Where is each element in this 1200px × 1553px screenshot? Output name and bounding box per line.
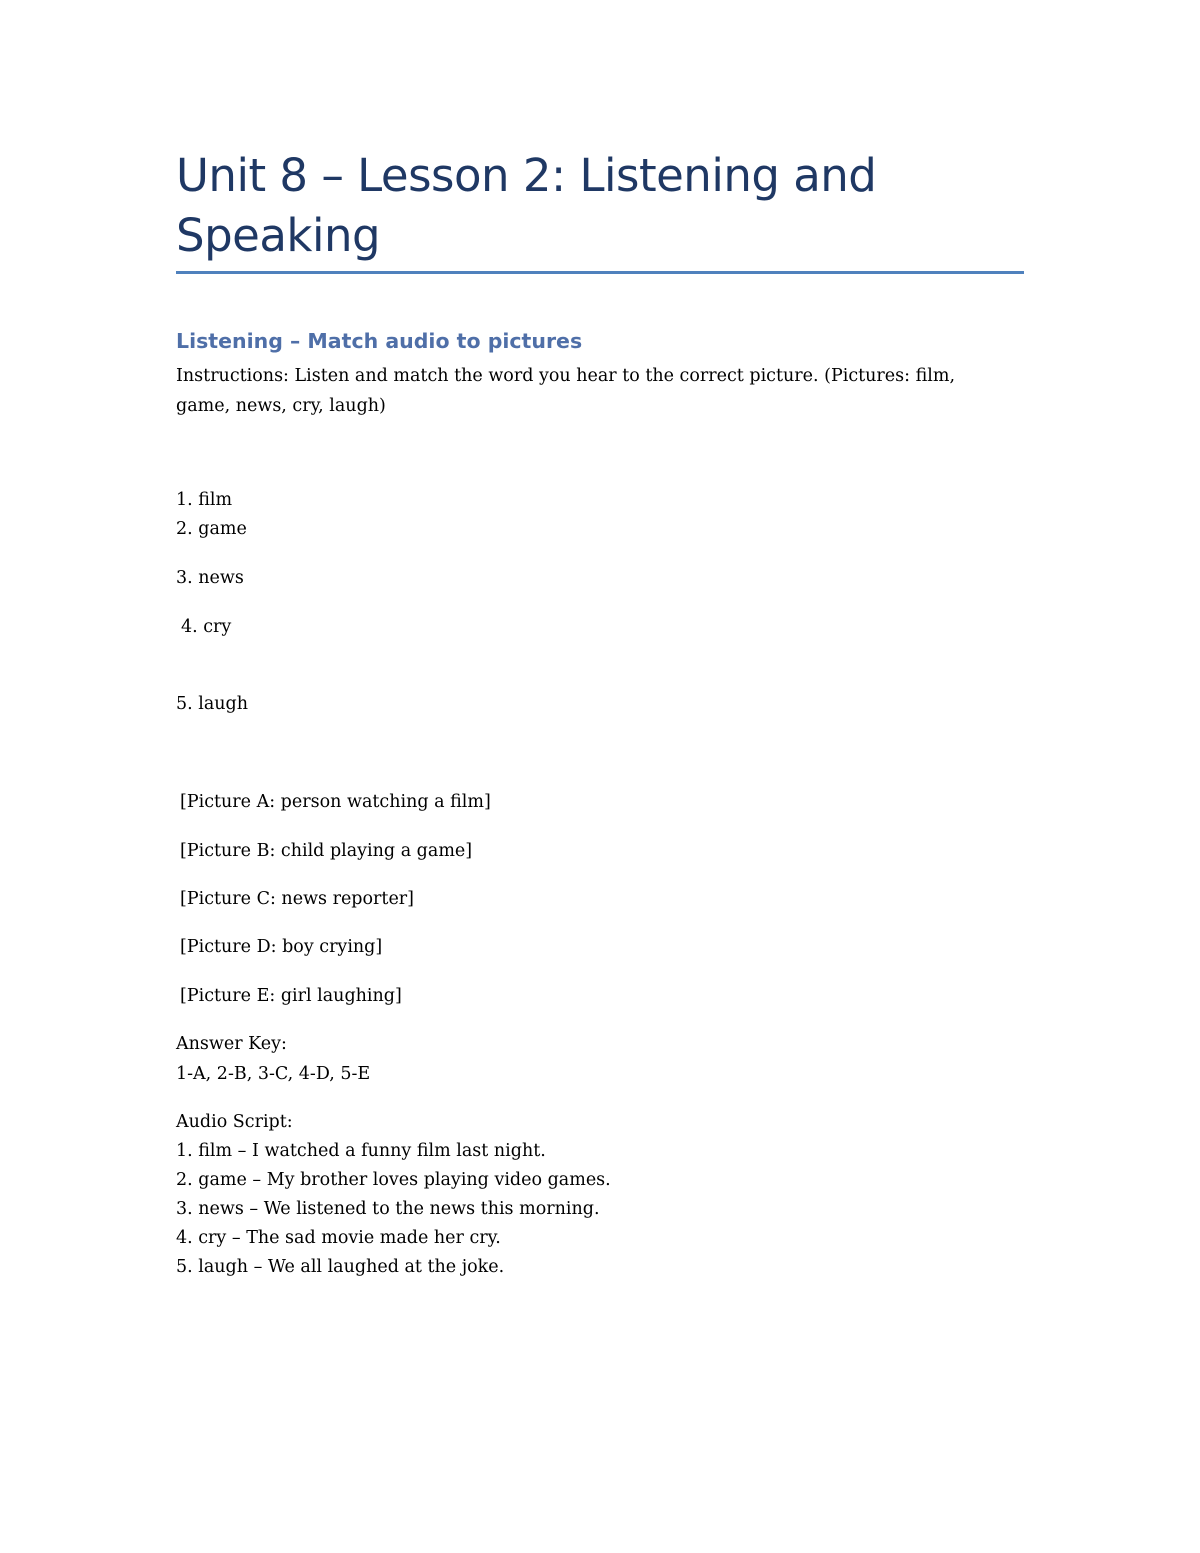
page-title: Unit 8 – Lesson 2: Listening and Speaking <box>176 149 877 262</box>
audio-script-line: 2. game – My brother loves playing video games. <box>176 1170 611 1190</box>
title-underline <box>176 271 1024 274</box>
audio-script-label: Audio Script: <box>176 1112 293 1132</box>
word-item-game: 2. game <box>176 519 247 539</box>
audio-script-line: 4. cry – The sad movie made her cry. <box>176 1228 501 1248</box>
picture-c-label: [Picture C: news reporter] <box>180 889 414 909</box>
instructions-text: Instructions: Listen and match the word you hear to the correct picture. (Pictures: film, game, news, cry, laugh) <box>176 366 956 416</box>
audio-script-line: 1. film – I watched a funny film last night. <box>176 1141 546 1161</box>
audio-script-line: 5. laugh – We all laughed at the joke. <box>176 1257 505 1277</box>
word-item-news: 3. news <box>176 568 244 588</box>
picture-b-label: [Picture B: child playing a game] <box>180 841 473 861</box>
answer-key-label: Answer Key: <box>176 1034 287 1054</box>
picture-a-label: [Picture A: person watching a film] <box>180 792 491 812</box>
audio-script-line: 3. news – We listened to the news this morning. <box>176 1199 600 1219</box>
answer-key-value: 1-A, 2-B, 3-C, 4-D, 5-E <box>176 1064 371 1084</box>
word-item-laugh: 5. laugh <box>176 694 249 714</box>
picture-d-label: [Picture D: boy crying] <box>180 937 383 957</box>
word-item-cry: 4. cry <box>181 617 232 637</box>
picture-e-label: [Picture E: girl laughing] <box>180 986 402 1006</box>
word-item-film: 1. film <box>176 490 233 510</box>
section-heading: Listening – Match audio to pictures <box>176 329 583 353</box>
